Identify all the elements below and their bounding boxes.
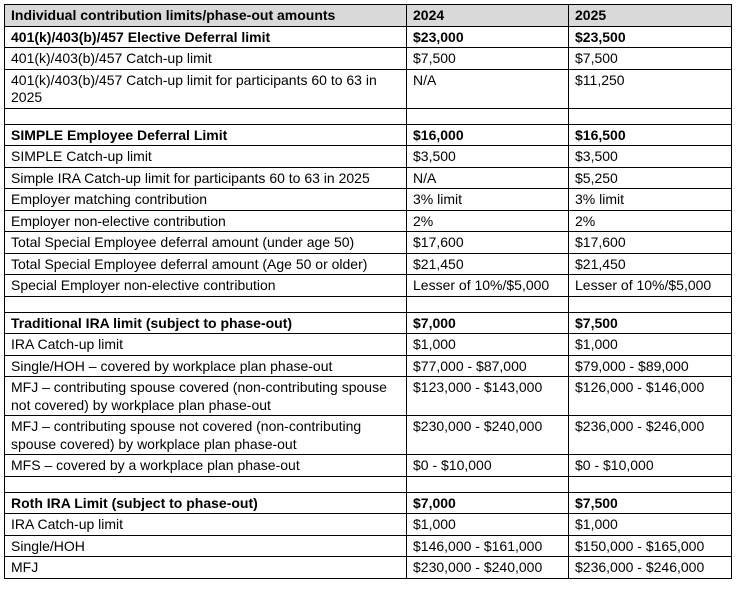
table-row [5, 167, 732, 189]
table-row [5, 334, 732, 356]
row-description-cell: 401(k)/403(b)/457 Elective Deferral limit [5, 26, 407, 48]
row-2025-value-cell: $21,450 [569, 253, 732, 275]
table-row [5, 69, 732, 108]
row-2024-value-cell [407, 296, 569, 312]
row-2025-value-cell [569, 108, 732, 124]
row-2025-value-cell [569, 476, 732, 492]
table-row [5, 48, 732, 70]
table-row [5, 232, 732, 254]
row-2025-value-cell: $236,000 - $246,000 [569, 557, 732, 579]
contribution-limits-table-container [4, 4, 732, 579]
row-2024-value-cell: $230,000 - $240,000 [407, 557, 569, 579]
table-row [5, 377, 732, 416]
row-description-cell: 401(k)/403(b)/457 Catch-up limit for participants 60 to 63 in 2025 [5, 69, 407, 108]
row-2024-value-cell: $21,450 [407, 253, 569, 275]
table-body [5, 5, 732, 579]
table-section-row [5, 312, 732, 334]
table-spacer-row [5, 476, 732, 492]
row-description-cell [5, 476, 407, 492]
row-2024-value-cell: N/A [407, 167, 569, 189]
row-2024-value-cell: $7,500 [407, 48, 569, 70]
row-2025-value-cell: $1,000 [569, 334, 732, 356]
table-row [5, 557, 732, 579]
table-row [5, 146, 732, 168]
table-row [5, 514, 732, 536]
row-description-cell: Special Employer non-elective contribution [5, 275, 407, 297]
row-description-cell: Employer matching contribution [5, 189, 407, 211]
row-description-cell: Total Special Employee deferral amount (Age 50 or older) [5, 253, 407, 275]
header-year-2024: 2024 [407, 5, 569, 27]
row-2025-value-cell: Lesser of 10%/$5,000 [569, 275, 732, 297]
row-2024-value-cell: 3% limit [407, 189, 569, 211]
row-description-cell: Traditional IRA limit (subject to phase-out) [5, 312, 407, 334]
row-2024-value-cell: $23,000 [407, 26, 569, 48]
row-2025-value-cell: $79,000 - $89,000 [569, 355, 732, 377]
row-2025-value-cell: $150,000 - $165,000 [569, 535, 732, 557]
header-description: Individual contribution limits/phase-out amounts [5, 5, 407, 27]
table-header-row [5, 5, 732, 27]
row-2024-value-cell: $7,000 [407, 492, 569, 514]
row-description-cell: Simple IRA Catch-up limit for participants 60 to 63 in 2025 [5, 167, 407, 189]
row-2024-value-cell: $7,000 [407, 312, 569, 334]
row-2025-value-cell: $16,500 [569, 124, 732, 146]
row-2025-value-cell: $3,500 [569, 146, 732, 168]
row-description-cell: Roth IRA Limit (subject to phase-out) [5, 492, 407, 514]
row-2024-value-cell [407, 476, 569, 492]
row-2025-value-cell: $11,250 [569, 69, 732, 108]
row-2024-value-cell: $123,000 - $143,000 [407, 377, 569, 416]
row-description-cell: Single/HOH [5, 535, 407, 557]
table-spacer-row [5, 108, 732, 124]
row-2024-value-cell [407, 108, 569, 124]
row-2024-value-cell: $1,000 [407, 514, 569, 536]
row-2024-value-cell: $230,000 - $240,000 [407, 416, 569, 455]
row-description-cell: SIMPLE Employee Deferral Limit [5, 124, 407, 146]
table-row [5, 355, 732, 377]
row-2025-value-cell: $7,500 [569, 492, 732, 514]
row-2025-value-cell: $5,250 [569, 167, 732, 189]
row-2025-value-cell: $126,000 - $146,000 [569, 377, 732, 416]
row-2025-value-cell: $17,600 [569, 232, 732, 254]
row-description-cell: IRA Catch-up limit [5, 334, 407, 356]
row-2025-value-cell: $7,500 [569, 312, 732, 334]
row-2025-value-cell: 3% limit [569, 189, 732, 211]
row-description-cell [5, 296, 407, 312]
table-section-row [5, 124, 732, 146]
row-2025-value-cell: 2% [569, 210, 732, 232]
row-2024-value-cell: Lesser of 10%/$5,000 [407, 275, 569, 297]
row-2024-value-cell: $0 - $10,000 [407, 455, 569, 477]
table-row [5, 253, 732, 275]
table-row [5, 535, 732, 557]
table-row [5, 455, 732, 477]
row-description-cell: MFJ – contributing spouse covered (non-contributing spouse not covered) by workplace plan phase-out [5, 377, 407, 416]
row-2024-value-cell: $1,000 [407, 334, 569, 356]
table-row [5, 275, 732, 297]
row-description-cell: MFS – covered by a workplace plan phase-out [5, 455, 407, 477]
row-description-cell: IRA Catch-up limit [5, 514, 407, 536]
table-section-row [5, 492, 732, 514]
table-row [5, 416, 732, 455]
row-description-cell: Total Special Employee deferral amount (under age 50) [5, 232, 407, 254]
row-2025-value-cell: $23,500 [569, 26, 732, 48]
row-2024-value-cell: 2% [407, 210, 569, 232]
table-section-row [5, 26, 732, 48]
row-2024-value-cell: $16,000 [407, 124, 569, 146]
table-spacer-row [5, 296, 732, 312]
row-description-cell: MFJ – contributing spouse not covered (non-contributing spouse covered) by workplace plan phase-out [5, 416, 407, 455]
row-description-cell [5, 108, 407, 124]
row-2025-value-cell: $0 - $10,000 [569, 455, 732, 477]
row-2025-value-cell: $7,500 [569, 48, 732, 70]
row-2024-value-cell: N/A [407, 69, 569, 108]
row-description-cell: MFJ [5, 557, 407, 579]
table-row [5, 189, 732, 211]
row-2025-value-cell [569, 296, 732, 312]
row-2025-value-cell: $236,000 - $246,000 [569, 416, 732, 455]
row-2024-value-cell: $17,600 [407, 232, 569, 254]
table-row [5, 210, 732, 232]
row-description-cell: 401(k)/403(b)/457 Catch-up limit [5, 48, 407, 70]
row-2025-value-cell: $1,000 [569, 514, 732, 536]
row-2024-value-cell: $146,000 - $161,000 [407, 535, 569, 557]
contribution-limits-table [4, 4, 732, 579]
row-2024-value-cell: $3,500 [407, 146, 569, 168]
row-2024-value-cell: $77,000 - $87,000 [407, 355, 569, 377]
row-description-cell: Single/HOH – covered by workplace plan phase-out [5, 355, 407, 377]
row-description-cell: Employer non-elective contribution [5, 210, 407, 232]
row-description-cell: SIMPLE Catch-up limit [5, 146, 407, 168]
header-year-2025: 2025 [569, 5, 732, 27]
